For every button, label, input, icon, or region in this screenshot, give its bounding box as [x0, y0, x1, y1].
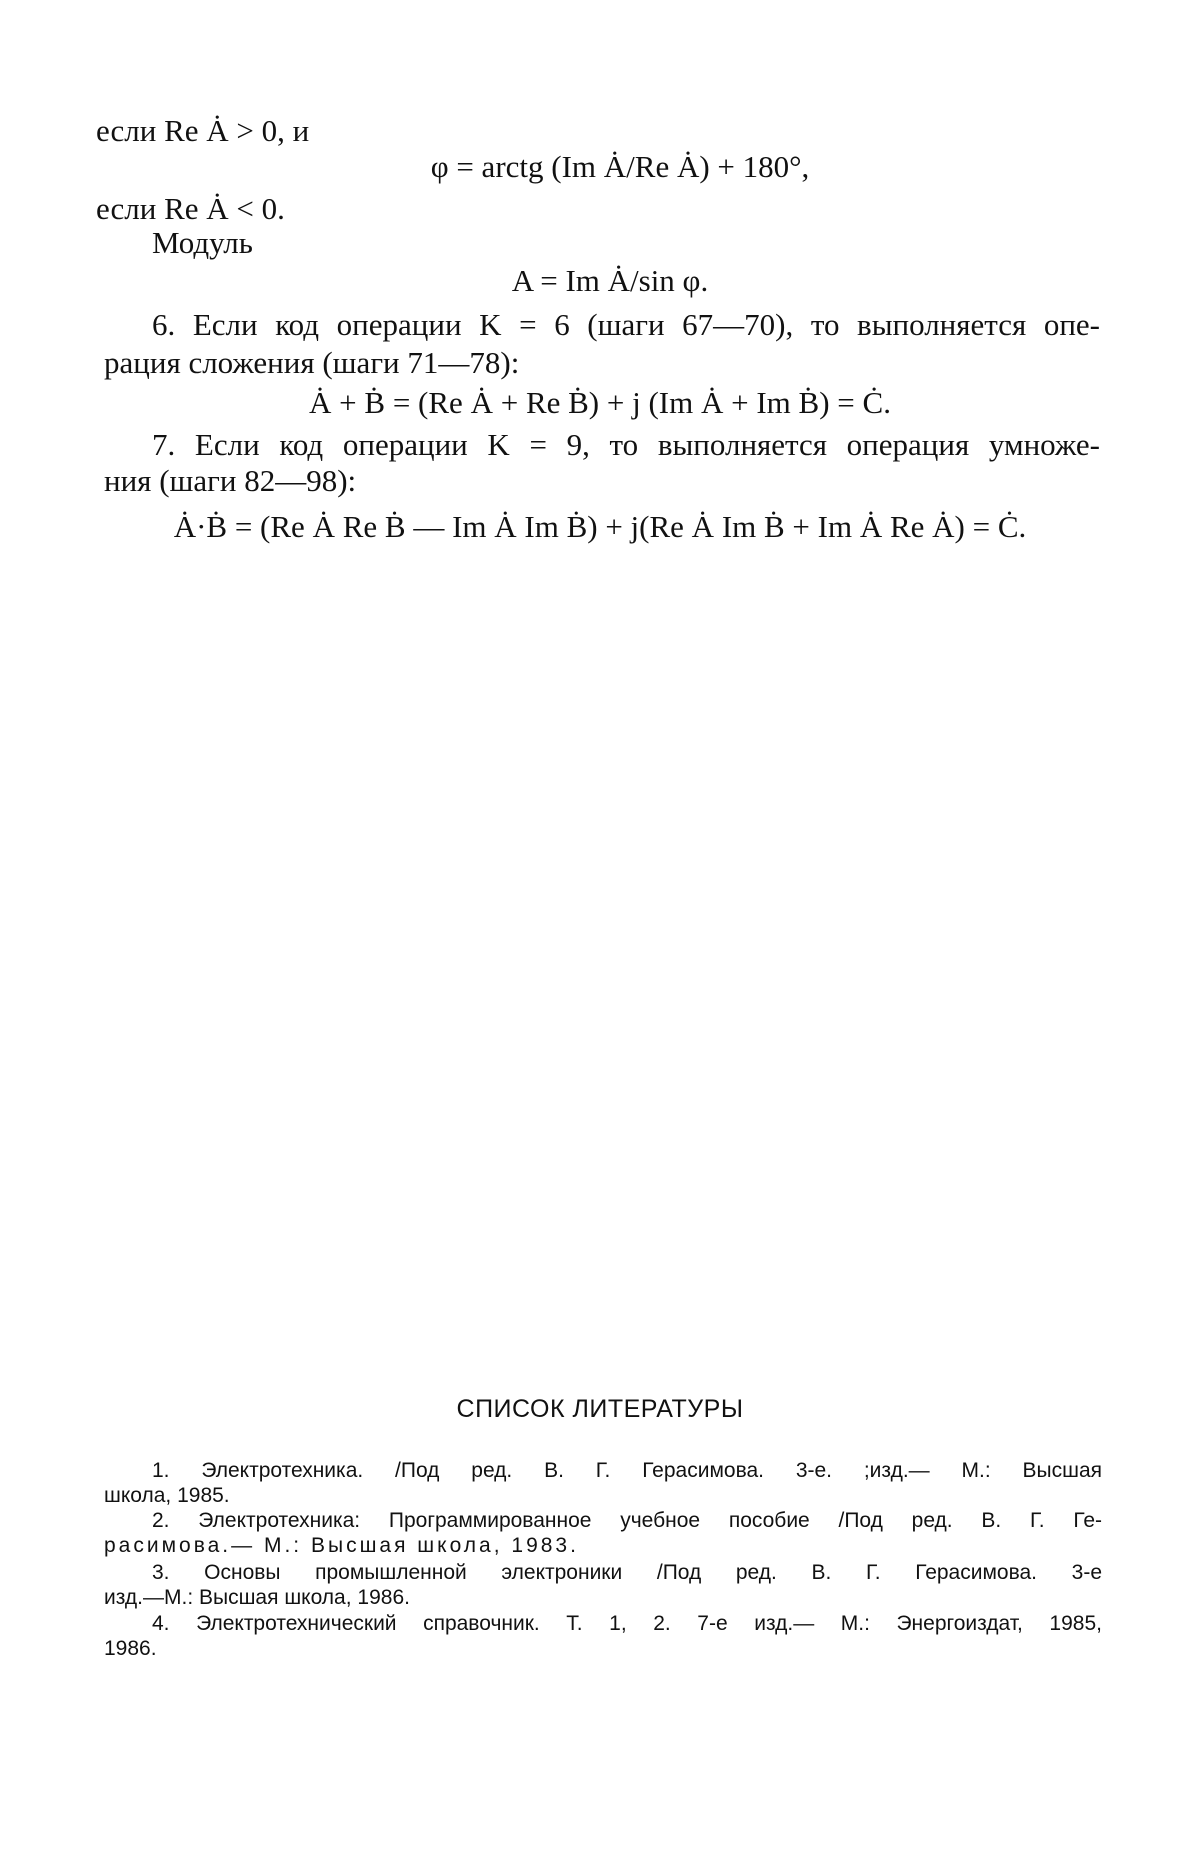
formula-sum: Ȧ + Ḃ = (Re Ȧ + Re Ḃ) + j (Im Ȧ + Im Ḃ) = Ċ.	[309, 385, 891, 420]
item-6-line-1: 6. Если код операции K = 6 (шаги 67—70), то выполняется опе-	[152, 307, 1100, 342]
references-title: СПИСОК ЛИТЕРАТУРЫ	[456, 1395, 744, 1423]
condition-text-2: если Re Ȧ < 0.	[96, 191, 285, 226]
reference-3-line-1: 3. Основы промышленной электроники /Под ред. В. Г. Герасимова. 3-е	[152, 1561, 1102, 1584]
reference-4-line-2: 1986.	[104, 1637, 157, 1660]
reference-1-line-2: школа, 1985.	[104, 1484, 230, 1507]
item-6-line-2: рация сложения (шаги 71—78):	[104, 345, 520, 380]
item-7-line-2: ния (шаги 82—98):	[104, 463, 357, 498]
formula-modulus: A = Im Ȧ/sin φ.	[511, 263, 709, 298]
reference-2-line-2: расимова.— М.: Высшая школа, 1983.	[104, 1534, 579, 1557]
reference-1-line-1: 1. Электротехника. /Под ред. В. Г. Герасимова. 3-е. ;изд.— М.: Высшая	[152, 1459, 1102, 1482]
formula-phi: φ = arctg (Im Ȧ/Re Ȧ) + 180°,	[430, 149, 810, 184]
formula-product: Ȧ·Ḃ = (Re Ȧ Re Ḃ — Im Ȧ Im Ḃ) + j(Re Ȧ Im Ḃ + Im Ȧ Re Ȧ) = Ċ.	[173, 509, 1027, 544]
reference-2-line-1: 2. Электротехника: Программированное учебное пособие /Под ред. В. Г. Ге-	[152, 1509, 1102, 1532]
reference-3-line-2: изд.—М.: Высшая школа, 1986.	[104, 1586, 410, 1609]
modulus-label: Модуль	[152, 225, 253, 260]
item-7-line-1: 7. Если код операции K = 9, то выполняется операция умноже-	[152, 427, 1100, 462]
condition-text-1: если Re Ȧ > 0, и	[96, 113, 310, 148]
reference-4-line-1: 4. Электротехнический справочник. Т. 1, 2. 7-е изд.— М.: Энергоиздат, 1985,	[152, 1612, 1102, 1635]
